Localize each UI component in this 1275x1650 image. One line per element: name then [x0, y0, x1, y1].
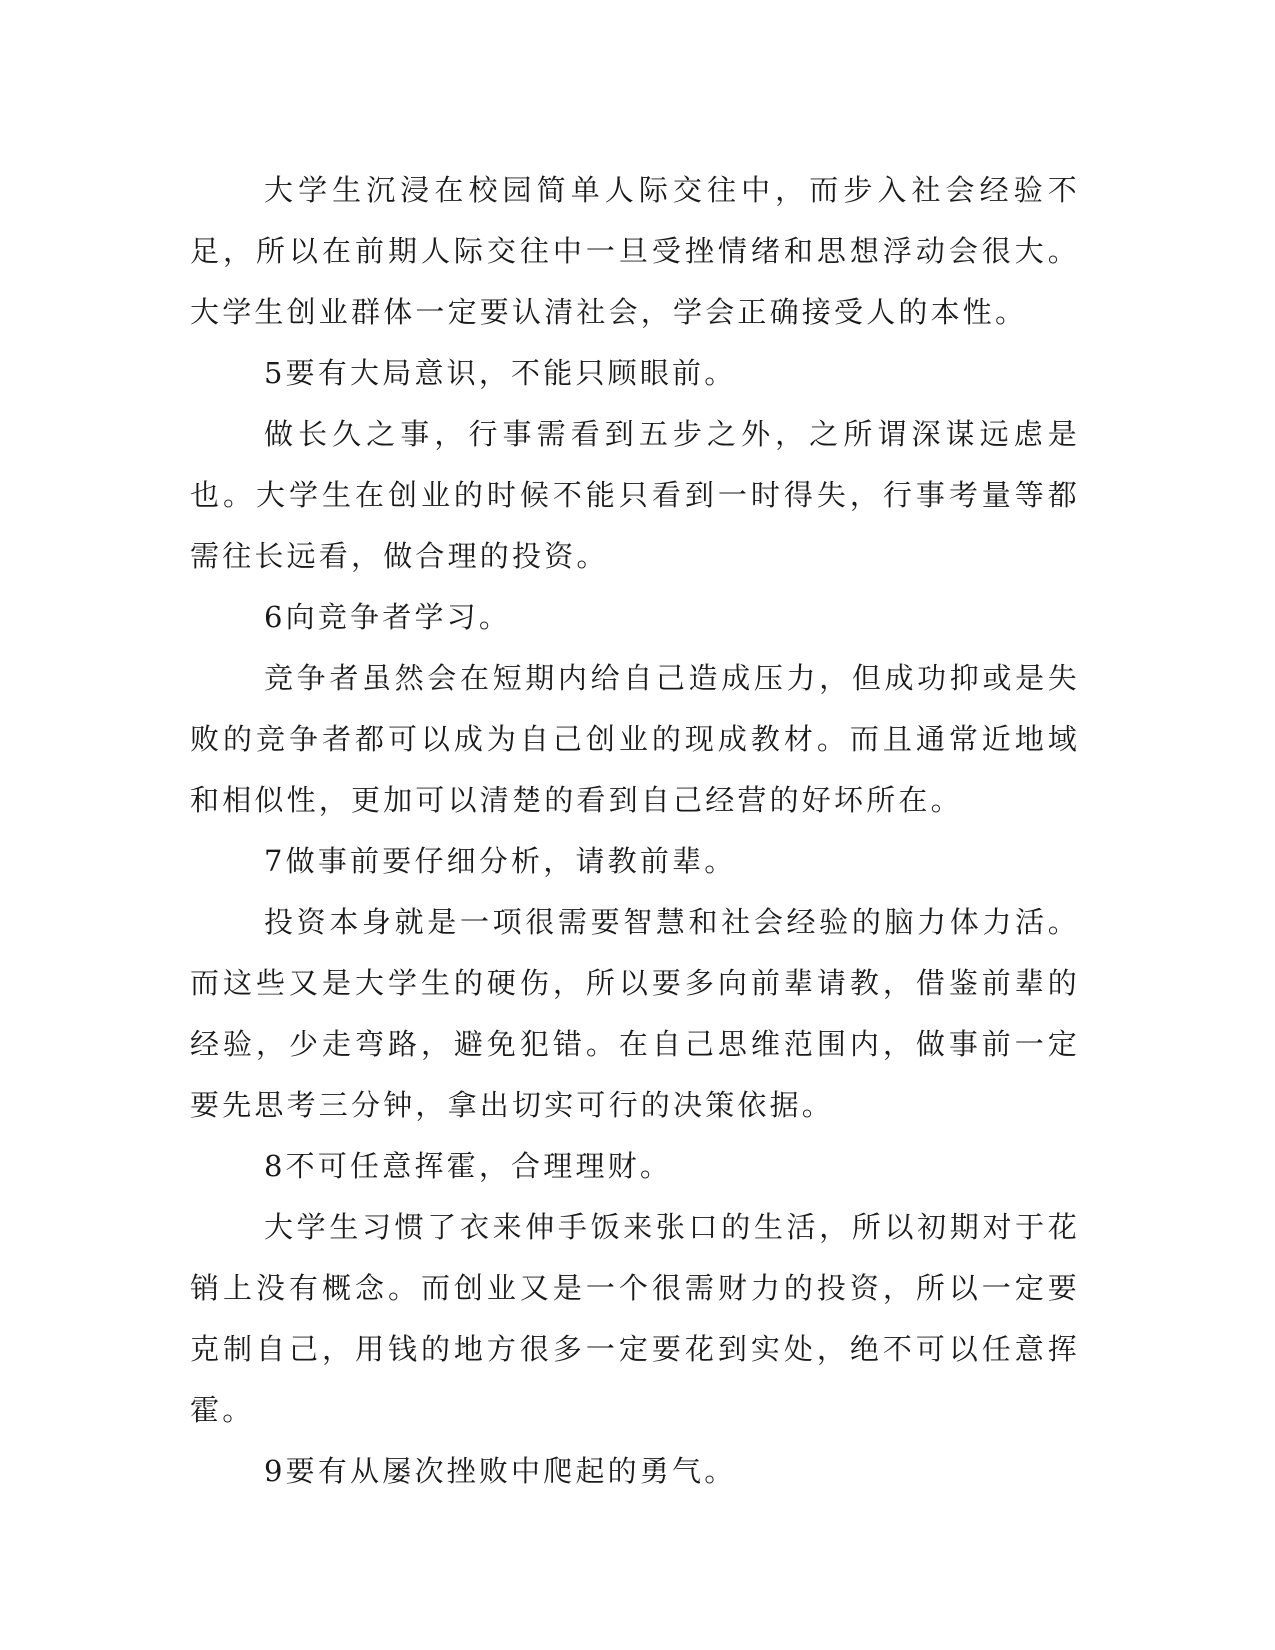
paragraph-finance: 大学生习惯了衣来伸手饭来张口的生活，所以初期对于花销上没有概念。而创业又是一个很需财力的投资，所以一定要克制自己，用钱的地方很多一定要花到实处，绝不可以任意挥霍。	[190, 1210, 1080, 1427]
heading-point-7: 7做事前要仔细分析，请教前辈。	[264, 844, 737, 878]
paragraph-interpersonal: 大学生沉浸在校园简单人际交往中，而步入社会经验不足，所以在前期人际交往中一旦受挫情绪和思想浮动会很大。大学生创业群体一定要认清社会，学会正确接受人的本性。	[190, 173, 1080, 329]
paragraph-analysis: 投资本身就是一项很需要智慧和社会经验的脑力体力活。而这些又是大学生的硬伤，所以要多向前辈请教，借鉴前辈的经验，少走弯路，避免犯错。在自己思维范围内，做事前一定要先思考三分钟，拿出切实可行的决策依据。	[190, 905, 1080, 1122]
paragraph-long-term: 做长久之事，行事需看到五步之外，之所谓深谋远虑是也。大学生在创业的时候不能只看到一时得失，行事考量等都需往长远看，做合理的投资。	[190, 417, 1080, 573]
paragraph-competitors: 竞争者虽然会在短期内给自己造成压力，但成功抑或是失败的竞争者都可以成为自己创业的现成教材。而且通常近地域和相似性，更加可以清楚的看到自己经营的好坏所在。	[190, 661, 1080, 817]
document-body	[190, 160, 1080, 1502]
heading-point-6: 6向竞争者学习。	[264, 600, 512, 634]
heading-point-5: 5要有大局意识，不能只顾眼前。	[264, 356, 737, 390]
heading-point-8: 8不可任意挥霍，合理理财。	[264, 1149, 673, 1183]
heading-point-9: 9要有从屡次挫败中爬起的勇气。	[264, 1454, 737, 1488]
